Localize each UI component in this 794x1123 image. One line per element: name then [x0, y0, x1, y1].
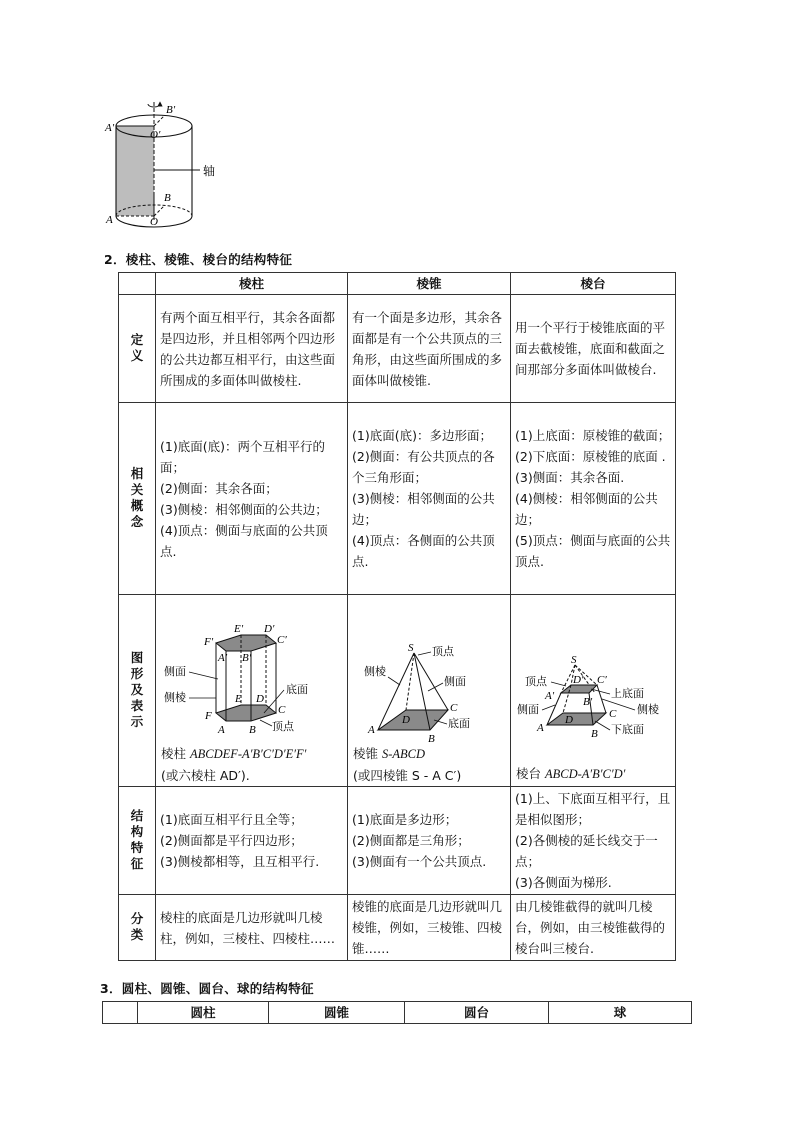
concepts-pyramid: (1)底面(底)：多边形面； (2)侧面：有公共顶点的各个三角形面； (3)侧棱：相邻侧面的公共边； (4)顶点：各侧面的公共顶点.	[348, 403, 511, 595]
frustum-label-vertex: 顶点	[525, 675, 547, 688]
svg-text:C′: C′	[277, 634, 287, 646]
pyramid-label-side-edge: 侧棱	[364, 665, 386, 678]
section-3-title: 3．圆柱、圆锥、圆台、球的结构特征	[100, 981, 314, 996]
figure-pyramid-cell	[348, 595, 511, 787]
row-figures	[119, 595, 676, 787]
pyramid-caption: 棱锥 S-ABCD (或四棱锥 S - A C′)	[353, 746, 462, 783]
table3-header-row	[103, 1002, 692, 1024]
section-2-title: 2．棱柱、棱锥、棱台的结构特征	[104, 252, 293, 267]
header-pyramid: 棱锥	[348, 273, 511, 295]
label-axis: 轴	[203, 164, 216, 178]
row-concepts	[119, 403, 676, 595]
svg-text:B: B	[591, 728, 598, 740]
svg-text:A: A	[537, 722, 544, 734]
svg-text:A′: A′	[218, 652, 228, 664]
svg-text:C: C	[450, 702, 458, 714]
definition-prism: 有两个面互相平行，其余各面都是四边形，并且相邻两个四边形的公共边都互相平行，由这些面所围成的多面体叫做棱柱.	[156, 295, 348, 403]
svg-text:D′: D′	[264, 623, 275, 635]
pyramid-label-base: 底面	[448, 717, 470, 730]
concepts-frustum: (1)上底面：原棱锥的截面； (2)下底面：原棱锥的底面 . (3)侧面：其余各面. (4)侧棱：相邻侧面的公共边； (5)顶点：侧面与底面的公共顶点.	[511, 403, 676, 595]
svg-text:B: B	[428, 733, 435, 745]
classification-pyramid: 棱锥的底面是几边形就叫几棱锥，例如，三棱锥、四棱锥……	[348, 895, 511, 961]
label-a-prime: A′	[105, 122, 115, 134]
features-pyramid: (1)底面是多边形； (2)侧面都是三角形； (3)侧面有一个公共顶点.	[348, 787, 511, 895]
svg-text:C: C	[609, 708, 617, 720]
definition-pyramid: 有一个面是多边形，其余各面都是有一个公共顶点的三角形，由这些面所围成的多面体叫做棱锥.	[348, 295, 511, 403]
row-label-concepts: 相关概念	[119, 403, 156, 595]
features-frustum: (1)上、下底面互相平行，且是相似图形； (2)各侧棱的延长线交于一点； (3)各侧面为梯形.	[511, 787, 676, 895]
polyhedra-table	[118, 272, 676, 961]
row-label-figures: 图形及表示	[119, 595, 156, 787]
header3-empty	[103, 1002, 138, 1024]
svg-text:A: A	[218, 724, 225, 736]
row-features	[119, 787, 676, 895]
label-a: A	[106, 214, 113, 226]
shaded-rectangle	[116, 126, 154, 216]
svg-text:A: A	[368, 724, 375, 736]
header-sphere: 球	[549, 1002, 692, 1024]
header-frustum-cone: 圆台	[405, 1002, 549, 1024]
round-bodies-table	[102, 1001, 692, 1024]
svg-text:D: D	[402, 714, 410, 726]
frustum-label-upper-base: 上底面	[611, 687, 644, 700]
label-b: B	[164, 192, 171, 204]
svg-text:F: F	[205, 710, 212, 722]
svg-text:A′: A′	[545, 690, 555, 702]
frustum-label-lower-base: 下底面	[611, 723, 644, 736]
features-prism: (1)底面互相平行且全等； (2)侧面都是平行四边形； (3)侧棱都相等，且互相平行.	[156, 787, 348, 895]
header-empty	[119, 273, 156, 295]
row-definition	[119, 295, 676, 403]
svg-text:B: B	[249, 724, 256, 736]
frustum-caption: 棱台 ABCD-A′B′C′D′	[516, 766, 626, 781]
svg-text:D: D	[565, 714, 573, 726]
label-o: O	[150, 216, 158, 228]
svg-text:C′: C′	[597, 674, 607, 686]
svg-text:C: C	[278, 704, 286, 716]
svg-text:B′: B′	[242, 652, 252, 664]
prism-label-side-face: 侧面	[164, 665, 186, 678]
frustum-figure	[511, 595, 676, 755]
pyramid-label-vertex: 顶点	[432, 645, 454, 658]
row-label-features: 结构特征	[119, 787, 156, 895]
svg-text:S: S	[571, 654, 577, 666]
svg-text:E: E	[235, 693, 242, 705]
concepts-prism: (1)底面(底)：两个互相平行的面； (2)侧面：其余各面； (3)侧棱：相邻侧面的公共边； (4)顶点：侧面与底面的公共顶点.	[156, 403, 348, 595]
definition-frustum: 用一个平行于棱锥底面的平面去截棱锥，底面和截面之间那部分多面体叫做棱台.	[511, 295, 676, 403]
svg-text:B′: B′	[583, 696, 593, 708]
svg-text:E′: E′	[234, 623, 244, 635]
label-o-prime: O′	[150, 129, 161, 141]
header-cylinder: 圆柱	[138, 1002, 269, 1024]
figure-prism-cell	[156, 595, 348, 787]
svg-text:S: S	[408, 642, 414, 654]
header-prism: 棱柱	[156, 273, 348, 295]
svg-text:D: D	[256, 693, 264, 705]
prism-label-vertex: 顶点	[272, 720, 294, 733]
frustum-label-side-face: 侧面	[517, 703, 539, 716]
table-header-row	[119, 273, 676, 295]
prism-label-side-edge: 侧棱	[164, 691, 186, 704]
header-cone: 圆锥	[269, 1002, 405, 1024]
figure-frustum-cell	[511, 595, 676, 787]
pyramid-label-side-face: 侧面	[444, 675, 466, 688]
label-b-prime: B′	[166, 104, 176, 116]
classification-frustum: 由几棱锥截得的就叫几棱台，例如，由三棱锥截得的棱台叫三棱台.	[511, 895, 676, 961]
row-label-definition: 定义	[119, 295, 156, 403]
row-label-classification: 分类	[119, 895, 156, 961]
header-frustum: 棱台	[511, 273, 676, 295]
prism-figure	[156, 595, 348, 745]
svg-text:F′: F′	[204, 636, 214, 648]
row-classification	[119, 895, 676, 961]
classification-prism: 棱柱的底面是几边形就叫几棱柱，例如，三棱柱、四棱柱……	[156, 895, 348, 961]
pyramid-figure	[348, 595, 511, 745]
cylinder-figure	[100, 98, 240, 228]
prism-caption: 棱柱 ABCDEF-A′B′C′D′E′F′ (或六棱柱 AD′).	[161, 746, 307, 783]
frustum-label-side-edge: 侧棱	[637, 703, 659, 716]
prism-label-base: 底面	[286, 683, 308, 696]
svg-text:D′: D′	[573, 674, 584, 686]
